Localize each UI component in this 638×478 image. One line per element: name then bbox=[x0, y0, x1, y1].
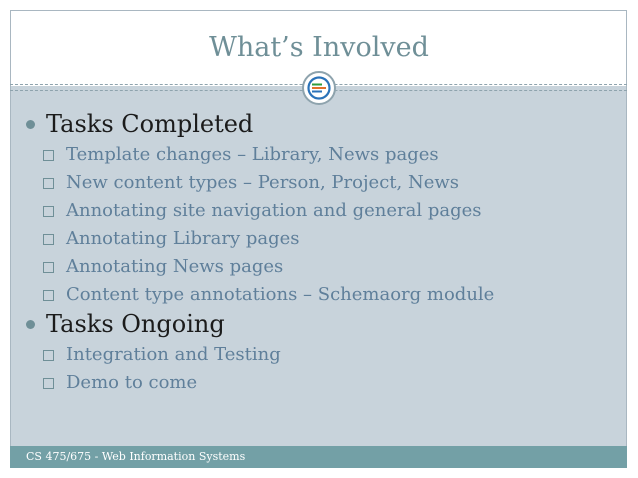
filled-circle-bullet-icon bbox=[26, 320, 35, 329]
list-item-text: Annotating News pages bbox=[66, 256, 284, 277]
hollow-square-bullet-icon bbox=[43, 350, 54, 361]
hollow-square-bullet-icon bbox=[43, 178, 54, 189]
footer-text: CS 475/675 - Web Information Systems bbox=[26, 450, 246, 463]
slide-title: What’s Involved bbox=[209, 32, 429, 63]
list-item bbox=[20, 342, 620, 370]
list-item bbox=[20, 370, 620, 398]
list-item bbox=[20, 226, 620, 254]
list-item-text: Annotating site navigation and general pages bbox=[66, 200, 482, 221]
hollow-square-bullet-icon bbox=[43, 234, 54, 245]
section-heading bbox=[20, 110, 620, 142]
section-heading bbox=[20, 310, 620, 342]
footer-bar bbox=[10, 446, 627, 468]
list-item-text: New content types – Person, Project, News bbox=[66, 172, 459, 193]
hollow-square-bullet-icon bbox=[43, 378, 54, 389]
hollow-square-bullet-icon bbox=[43, 290, 54, 301]
section-heading-text: Tasks Completed bbox=[46, 110, 254, 138]
list-item-text: Template changes – Library, News pages bbox=[66, 144, 439, 165]
list-item-text: Demo to come bbox=[66, 372, 198, 393]
list-item bbox=[20, 142, 620, 170]
list-item bbox=[20, 198, 620, 226]
filled-circle-bullet-icon bbox=[26, 120, 35, 129]
list-item-text: Annotating Library pages bbox=[66, 228, 300, 249]
hollow-square-bullet-icon bbox=[43, 150, 54, 161]
slide-content bbox=[20, 110, 620, 398]
list-item bbox=[20, 254, 620, 282]
ee-logo-icon bbox=[302, 71, 336, 105]
hollow-square-bullet-icon bbox=[43, 206, 54, 217]
list-item bbox=[20, 282, 620, 310]
list-item-text: Content type annotations – Schemaorg module bbox=[66, 284, 495, 305]
list-item-text: Integration and Testing bbox=[66, 344, 281, 365]
section-heading-text: Tasks Ongoing bbox=[46, 310, 225, 338]
list-item bbox=[20, 170, 620, 198]
hollow-square-bullet-icon bbox=[43, 262, 54, 273]
